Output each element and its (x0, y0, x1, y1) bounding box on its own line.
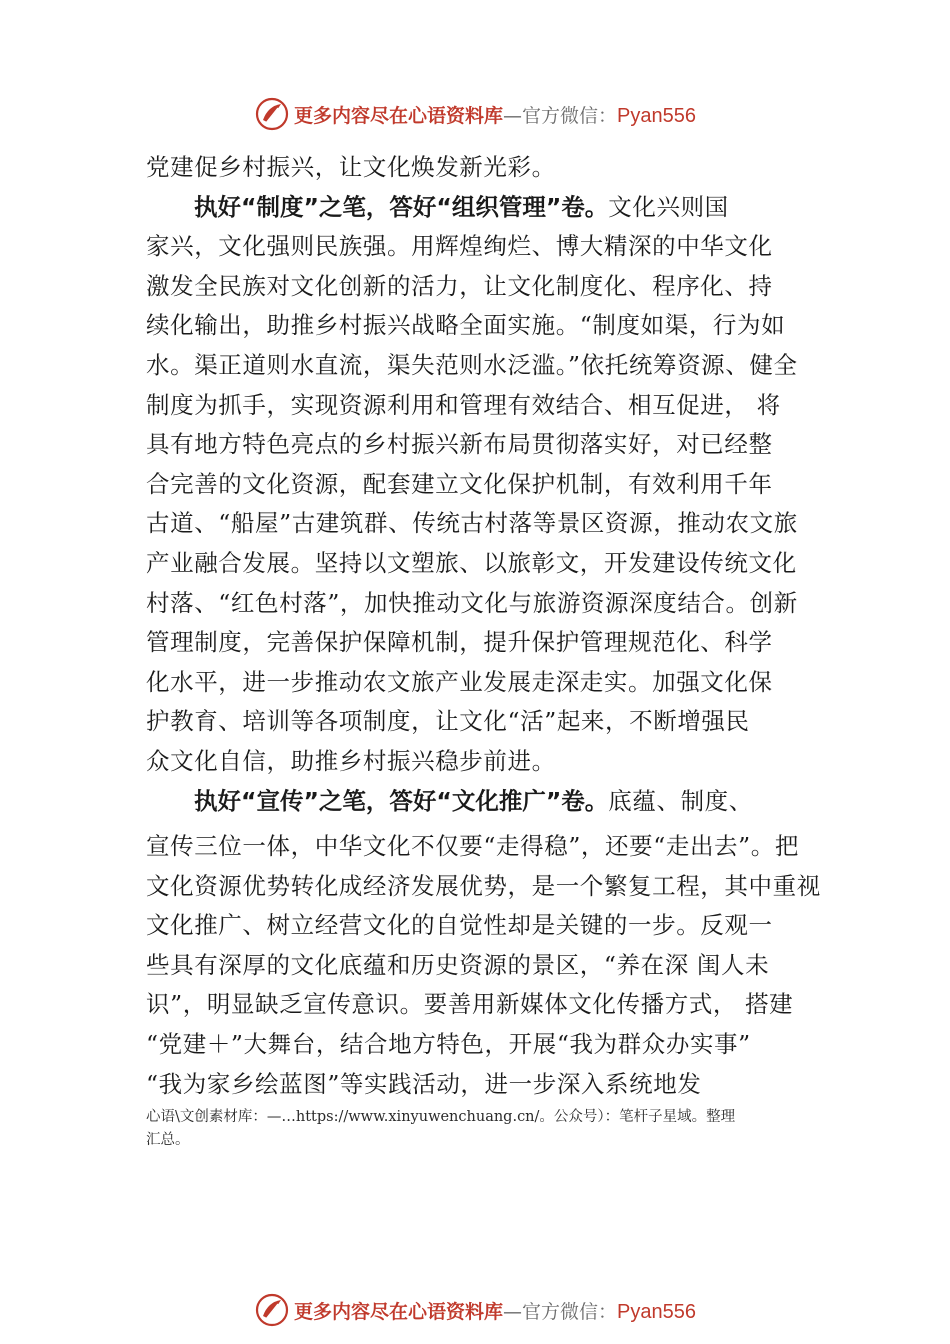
text-line: 党建促乡村振兴，让文化焕发新光彩。 (146, 153, 556, 181)
text-line: 文化推广、树立经营文化的自觉性却是关键的一步。反观一 (146, 911, 773, 940)
document-body (146, 148, 846, 1104)
text-line: 合完善的文化资源，配套建立文化保护机制，有效利用千年 (146, 469, 773, 498)
text-line: 村落、“红色村落”，加快推动文化与旅游资源深度结合。创新 (146, 588, 798, 617)
text-line: 众文化自信，助推乡村振兴稳步前进。 (146, 746, 556, 775)
text-line: 古道、“船屋”古建筑群、传统古村落等景区资源，推动农文旅 (146, 509, 798, 538)
text-line: 化水平，进一步推动农文旅产业发展走深走实。加强文化保 (146, 667, 773, 696)
header-text (294, 101, 696, 128)
footer-wechat-id: Pyan556 (617, 1300, 696, 1323)
text-line: 水。渠正道则水直流，渠失范则水泛滥。”依托统筹资源、健全 (146, 350, 798, 379)
text-line: 文化资源优势转化成经济发展优势，是一个繁复工程，其中重视 (146, 871, 821, 900)
text-line: 具有地方特色亮点的乡村振兴新布局贯彻落实好，对已经整 (146, 430, 773, 459)
text-line: 宣传三位一体，中华文化不仅要“走得稳”，还要“走出去”。把 (146, 832, 799, 861)
paragraph-heading-line (146, 782, 846, 822)
footnote-line: 心语\文创素材库：—…https://www.xinyuwenchuang.cn/。公众号）：笔杆子星域。整理 (146, 1109, 736, 1125)
text-line: 家兴，文化强则民族强。用辉煌绚烂、博大精深的中华文化 (146, 232, 773, 261)
paragraph-heading: 执好“宣传”之笔，答好“文化推广”卷。 (194, 786, 609, 815)
text-line: “党建＋”大舞台，结合地方特色，开展“我为群众办实事” (146, 1030, 751, 1059)
header-wechat-id: Pyan556 (617, 104, 696, 127)
text-line: 制度为抓手，实现资源利用和管理有效结合、相互促进， 将 (146, 390, 781, 419)
text-line: 底蕴、制度、 (608, 786, 753, 815)
text-line: 产业融合发展。坚持以文塑旅、以旅彰文，开发建设传统文化 (146, 548, 797, 577)
footnote-line: 汇总。 (146, 1132, 190, 1148)
text-line: 文化兴则国 (608, 192, 729, 221)
text-line: “我为家乡绘蓝图”等实践活动，进一步深入系统地发 (146, 1069, 702, 1098)
text-line: 管理制度，完善保护保障机制，提升保护管理规范化、科学 (146, 628, 773, 657)
header-brand: 更多内容尽在心语资料库 (294, 104, 504, 127)
footer-banner (0, 1290, 950, 1330)
paragraph-heading: 执好“制度”之笔，答好“组织管理”卷。 (194, 192, 609, 221)
pen-seal-logo-icon (254, 96, 290, 132)
footer-separator: —官方微信： (503, 1300, 618, 1323)
text-line: 些具有深厚的文化底蕴和历史资源的景区，“养在深 闺人未 (146, 950, 770, 979)
text-line: 续化输出，助推乡村振兴战略全面实施。“制度如渠，行为如 (146, 311, 786, 340)
pen-seal-logo-icon (254, 1292, 290, 1328)
text-line: 识”，明显缺乏宣传意识。要善用新媒体文化传播方式， 搭建 (146, 990, 794, 1019)
footnote (146, 1106, 836, 1152)
footer-text (294, 1297, 696, 1324)
header-separator: —官方微信： (503, 104, 618, 127)
footer-brand: 更多内容尽在心语资料库 (294, 1300, 504, 1323)
header-banner (0, 94, 950, 134)
text-line: 护教育、培训等各项制度，让文化“活”起来，不断增强民 (146, 707, 750, 736)
paragraph-heading-line (146, 188, 846, 228)
text-line: 激发全民族对文化创新的活力，让文化制度化、程序化、持 (146, 271, 773, 300)
